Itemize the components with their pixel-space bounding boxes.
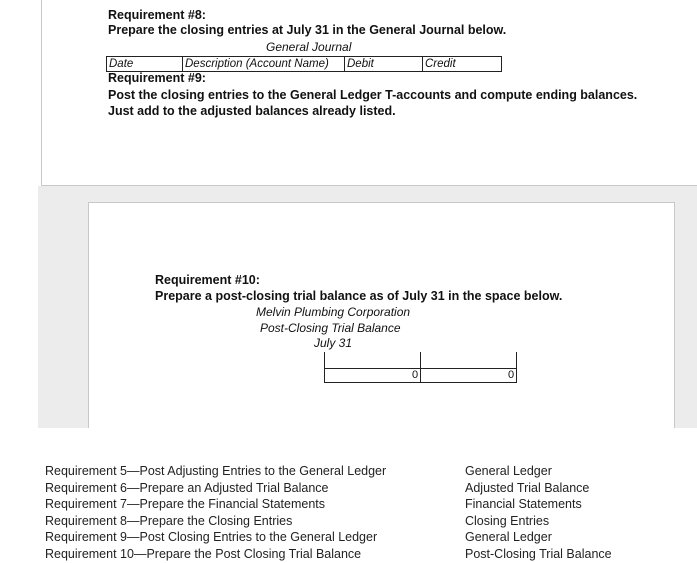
req8-instruction: Prepare the closing entries at July 31 in the General Journal below. xyxy=(108,23,507,37)
list-item: Requirement 7—Prepare the Financial Statements xyxy=(45,497,326,512)
list-item: Requirement 8—Prepare the Closing Entries xyxy=(45,513,293,528)
list-item-tab: Adjusted Trial Balance xyxy=(465,480,590,495)
trial-balance-company: Melvin Plumbing Corporation xyxy=(256,305,411,319)
journal-title: General Journal xyxy=(266,40,352,54)
list-item: Requirement 9—Post Closing Entries to the General Ledger xyxy=(45,530,378,545)
req9-instruction-line1: Post the closing entries to the General Ledger T-accounts and compute ending balances. xyxy=(108,88,638,102)
tb-left-border xyxy=(324,352,325,382)
requirements-tabs xyxy=(465,463,612,563)
journal-col-debit: Debit xyxy=(345,57,423,71)
page-cutoff xyxy=(0,428,697,442)
list-item-tab: Post-Closing Trial Balance xyxy=(465,546,612,561)
trial-balance-date: July 31 xyxy=(314,336,353,350)
list-item: Requirement 5—Post Adjusting Entries to the General Ledger xyxy=(45,464,387,478)
tb-credit-total[interactable]: 0 xyxy=(508,369,515,381)
list-item-tab: Closing Entries xyxy=(465,513,550,528)
tb-debit-divider xyxy=(420,352,421,382)
journal-col-credit: Credit xyxy=(425,58,456,70)
list-item: Requirement 10—Prepare the Post Closing Trial Balance xyxy=(45,546,362,561)
list-item-tab: Financial Statements xyxy=(465,497,582,512)
req8-heading: Requirement #8: xyxy=(108,8,206,22)
list-item-tab: General Ledger xyxy=(465,530,552,545)
list-item: Requirement 6—Prepare an Adjusted Trial Balance xyxy=(45,480,329,495)
req10-instruction: Prepare a post-closing trial balance as of July 31 in the space below. xyxy=(155,289,563,303)
journal-col-date: Date xyxy=(107,57,183,71)
trial-balance-title: Post-Closing Trial Balance xyxy=(260,321,401,335)
tb-debit-total[interactable]: 0 xyxy=(412,369,419,381)
tb-total-bottom-line xyxy=(324,382,517,383)
req9-heading: Requirement #9: xyxy=(108,71,206,85)
req10-heading: Requirement #10: xyxy=(155,273,260,287)
tb-total-top-line xyxy=(324,368,517,369)
list-item-tab: General Ledger xyxy=(465,464,552,478)
tb-credit-divider xyxy=(516,352,517,382)
req9-instruction-line2: Just add to the adjusted balances already listed. xyxy=(108,104,396,118)
requirements-list xyxy=(45,463,386,563)
journal-col-description: Description (Account Name) xyxy=(183,57,345,71)
